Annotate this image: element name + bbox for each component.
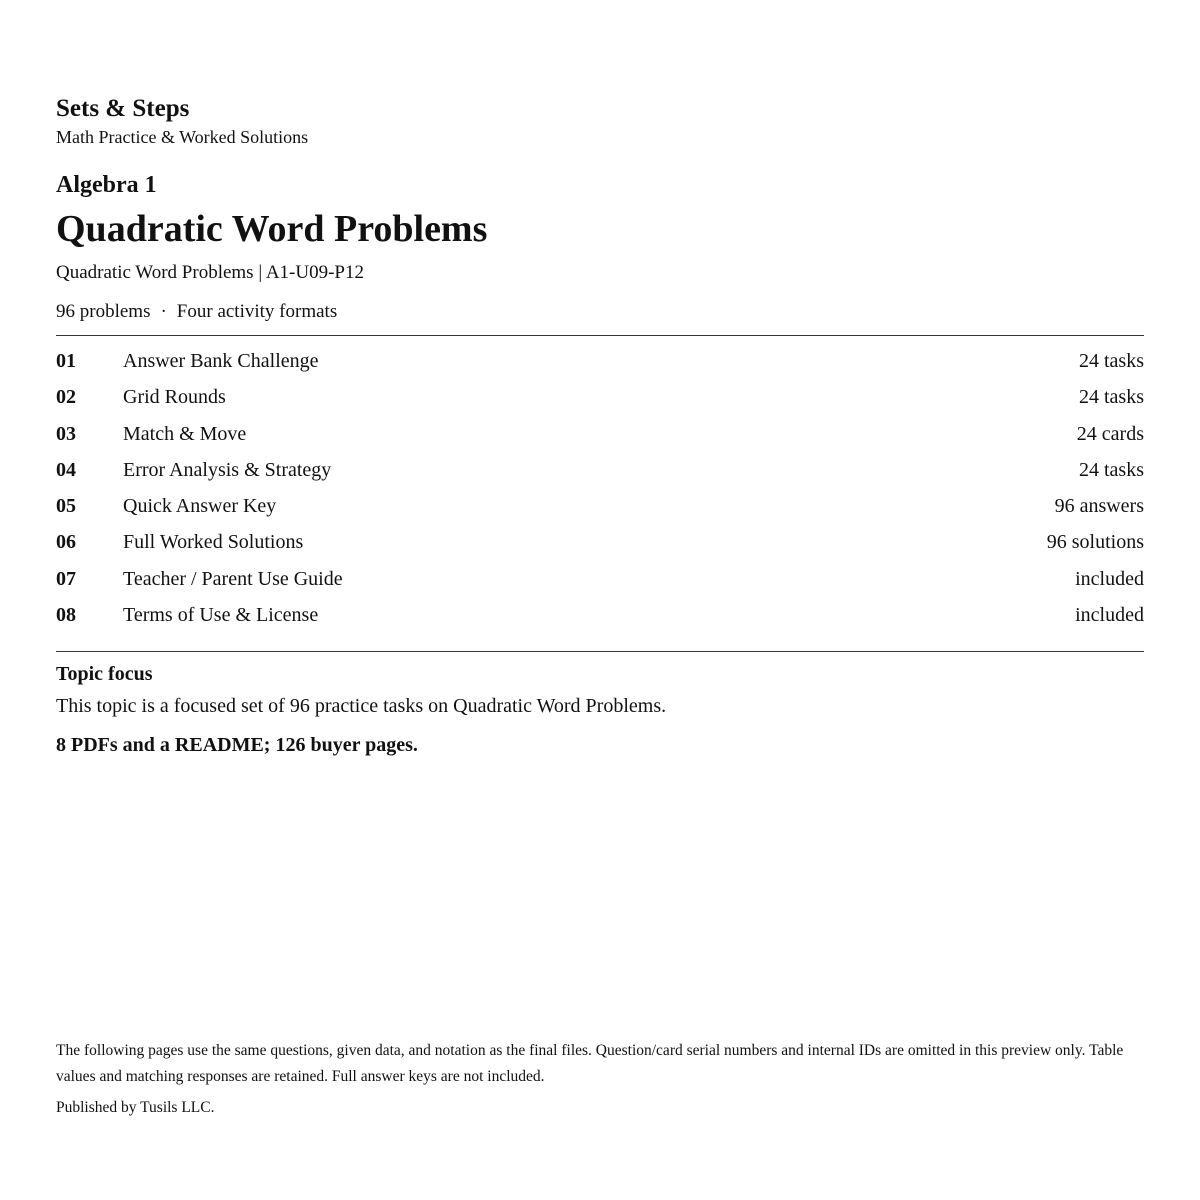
row-number: 08 (56, 604, 76, 627)
contents-row (56, 343, 1144, 379)
page-title: Quadratic Word Problems (56, 208, 488, 250)
contents-row (56, 379, 1144, 415)
row-name: Error Analysis & Strategy (123, 458, 332, 481)
row-count: 96 solutions (1046, 531, 1144, 554)
divider-top (56, 335, 1144, 336)
contents-list (56, 343, 1144, 633)
activity-formats: Four activity formats (176, 301, 338, 322)
summary-separator: · (160, 301, 167, 322)
contents-row (56, 597, 1144, 633)
row-name: Teacher / Parent Use Guide (123, 567, 343, 590)
brand-tagline: Math Practice & Worked Solutions (56, 127, 309, 147)
row-number: 05 (56, 495, 76, 518)
row-count: 24 tasks (1079, 350, 1144, 372)
contents-row (56, 561, 1144, 597)
row-name: Grid Rounds (123, 386, 226, 409)
preview-page (56, 0, 1144, 1200)
row-name: Quick Answer Key (123, 495, 277, 518)
row-name: Full Worked Solutions (123, 531, 304, 554)
row-number: 02 (56, 386, 76, 409)
row-count: 96 answers (1054, 495, 1144, 518)
row-count: included (1075, 604, 1144, 627)
row-name: Match & Move (123, 422, 247, 445)
problem-count: 96 problems (56, 301, 151, 322)
row-count: included (1075, 567, 1144, 590)
contents-row (56, 488, 1144, 524)
row-count: 24 cards (1076, 422, 1144, 445)
product-summary (56, 300, 337, 324)
contents-row (56, 524, 1144, 560)
row-name: Terms of Use & License (123, 604, 319, 627)
divider-bottom (56, 651, 1144, 652)
row-name: Answer Bank Challenge (123, 350, 319, 372)
topic-focus-body: This topic is a focused set of 96 practice tasks on Quadratic Word Problems. (56, 695, 667, 717)
row-count: 24 tasks (1079, 458, 1144, 481)
row-number: 06 (56, 531, 76, 554)
row-number: 07 (56, 567, 76, 590)
course-name: Algebra 1 (56, 172, 157, 198)
row-number: 01 (56, 350, 76, 372)
topic-focus-files: 8 PDFs and a README; 126 buyer pages. (56, 734, 418, 756)
contents-row (56, 416, 1144, 452)
preview-note: The following pages use the same questions, given data, and notation as the final files. Question/card serial numbers and internal IDs are omitted in this preview only. Table values and matching responses are retained. Full answer keys are not included. (56, 1042, 1124, 1085)
publisher-line: Published by Tusils LLC. (56, 1099, 215, 1116)
product-code-line: Quadratic Word Problems | A1-U09-P12 (56, 262, 364, 283)
row-number: 04 (56, 458, 76, 481)
topic-focus-heading: Topic focus (56, 663, 153, 685)
row-count: 24 tasks (1079, 386, 1144, 409)
brand-name: Sets & Steps (56, 95, 190, 122)
contents-row (56, 452, 1144, 488)
row-number: 03 (56, 422, 76, 445)
